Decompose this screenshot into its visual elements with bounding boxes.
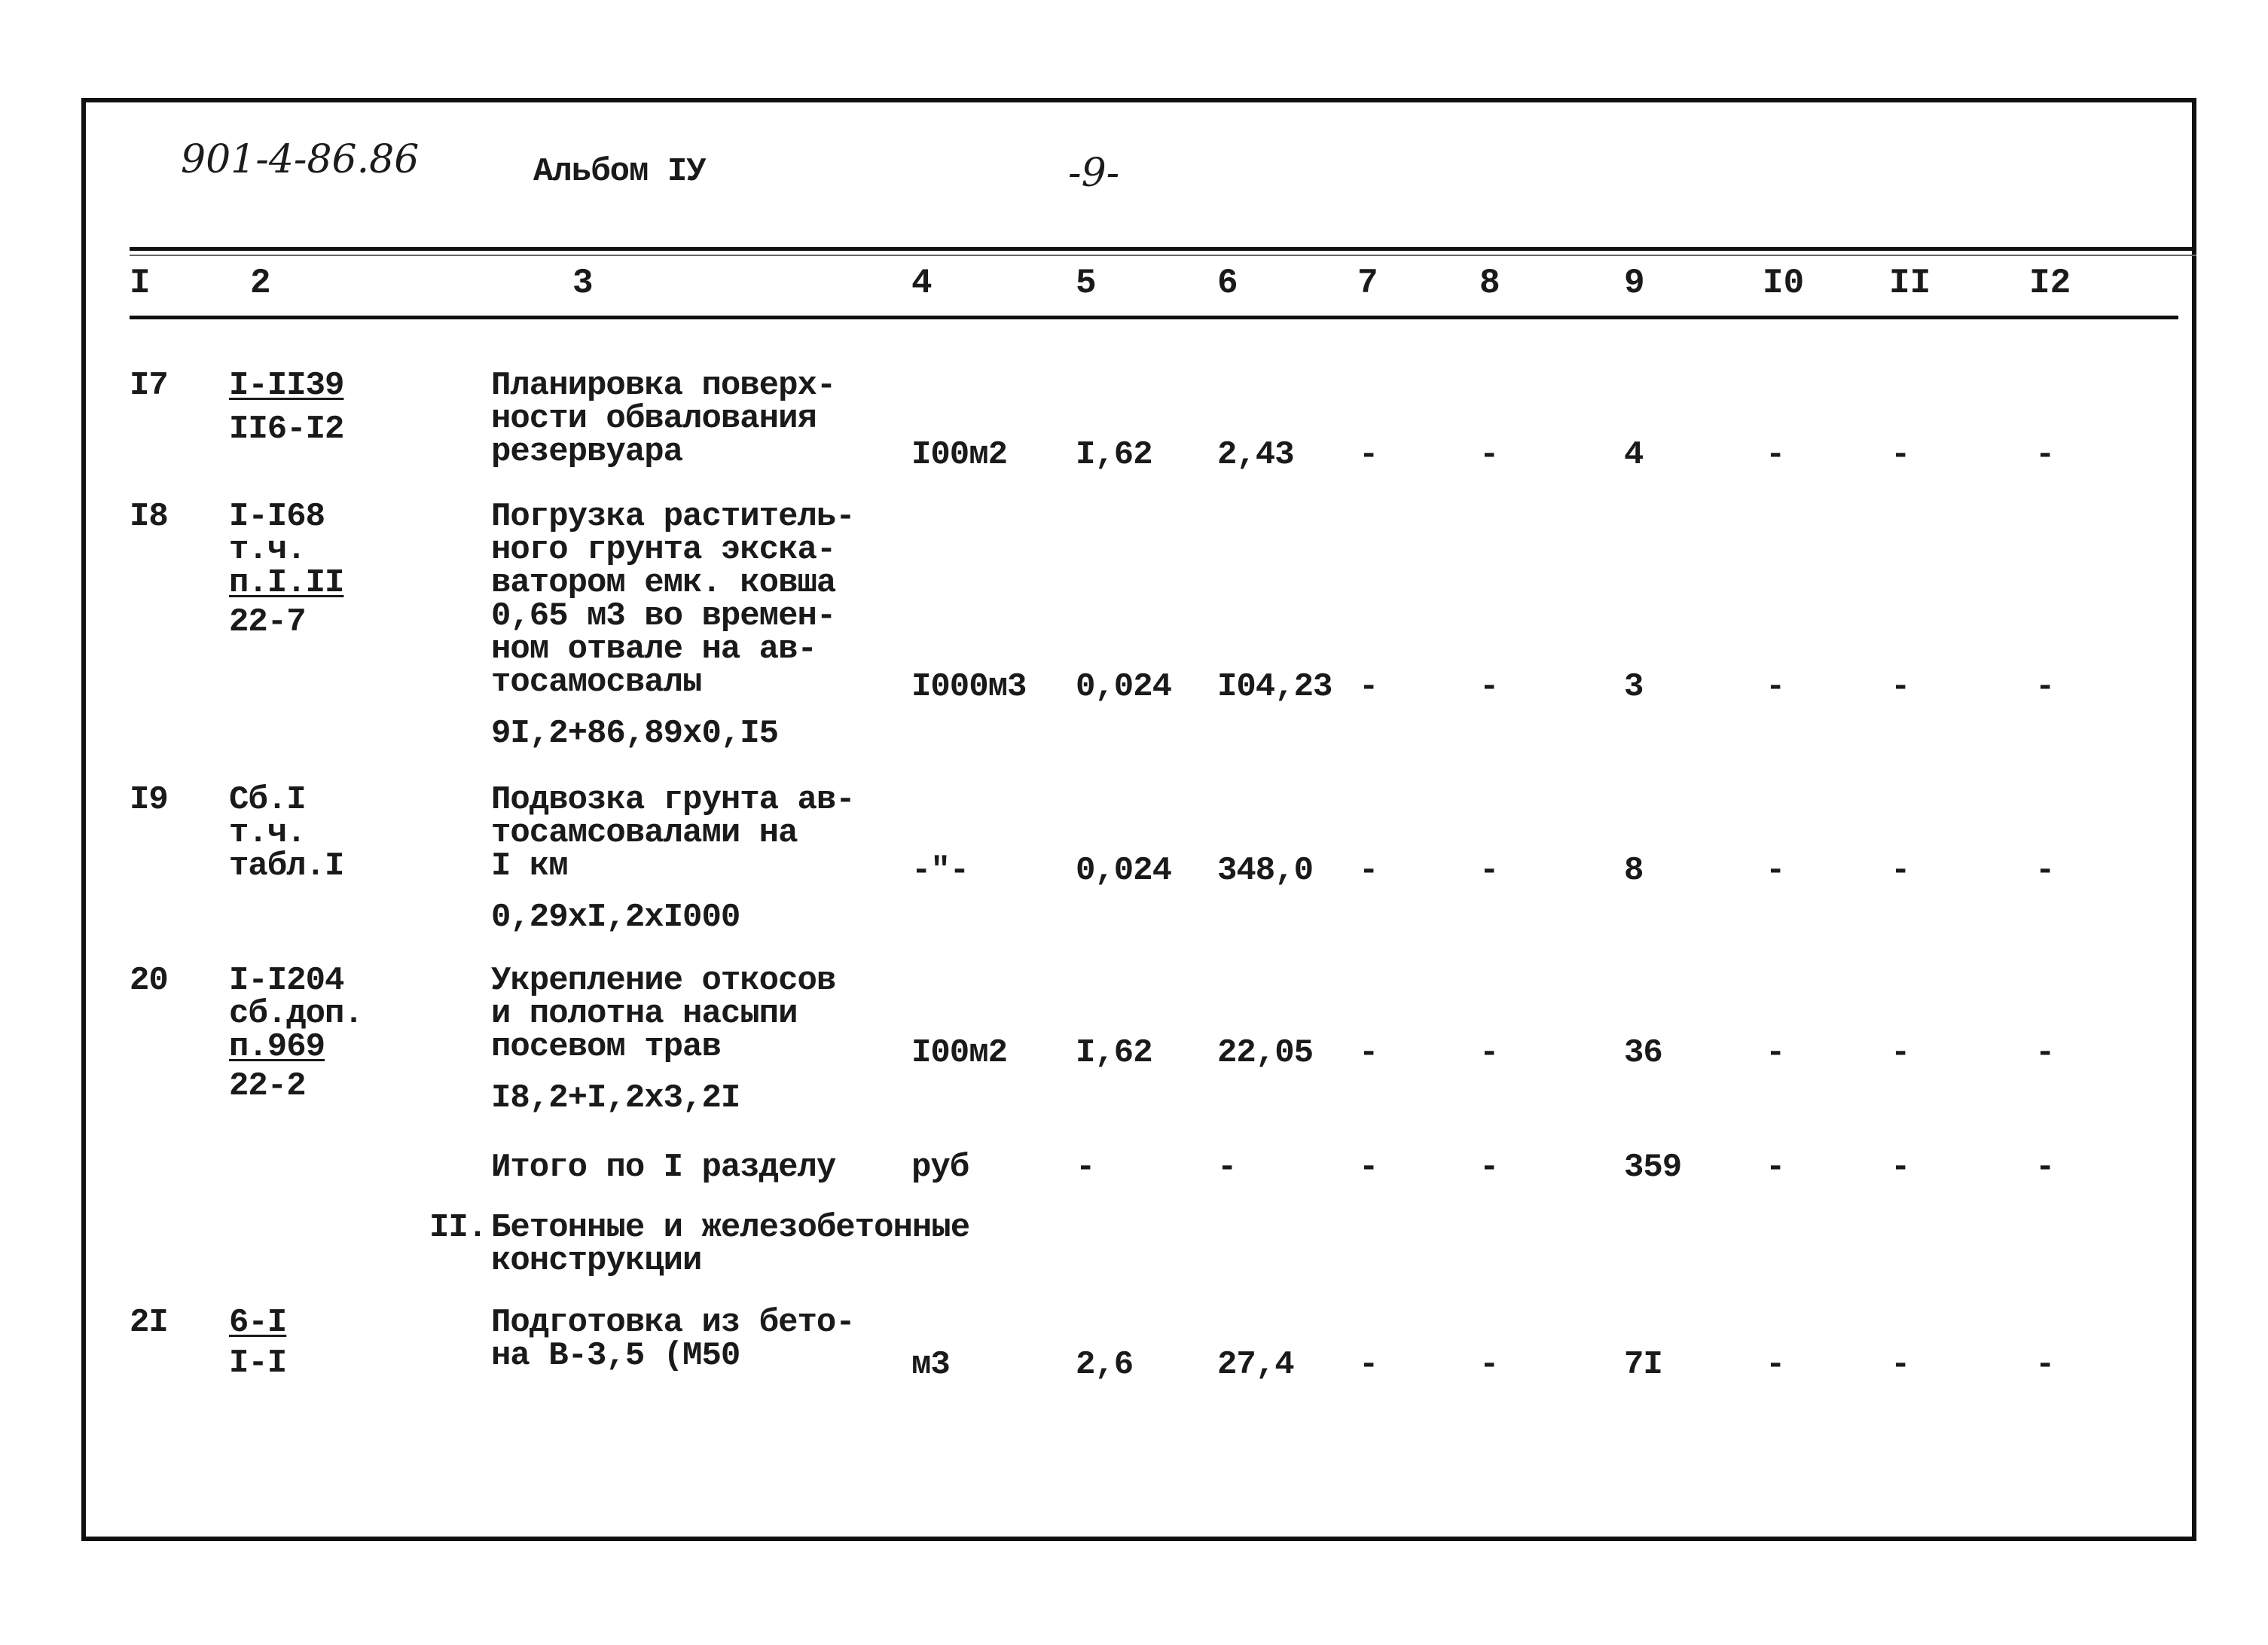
code-line: 6-I [229, 1304, 287, 1341]
desc-line: ном отвале на ав- [491, 630, 817, 668]
row-18-desc [491, 500, 855, 699]
desc-line: резервуара [491, 433, 683, 471]
doc-code: 901-4-86.86 [181, 137, 420, 182]
row-21-num: 2I [130, 1304, 168, 1341]
row-17-c12: - [2035, 436, 2055, 474]
col-header-8: 8 [1479, 264, 1500, 303]
row-21-c10: - [1766, 1346, 1785, 1384]
desc-line: 0,65 м3 во времен- [491, 597, 836, 635]
total-c7: - [1359, 1149, 1378, 1186]
row-21-unit: м3 [911, 1346, 950, 1384]
desc-line: Укрепление откосов [491, 962, 836, 1000]
desc-line: Погрузка раститель- [491, 498, 855, 536]
total-unit: руб [911, 1149, 969, 1186]
row-20-c10: - [1766, 1034, 1785, 1072]
row-19-num: I9 [130, 781, 168, 819]
col-header-2: 2 [250, 264, 271, 303]
desc-line: ватором емк. ковша [491, 564, 836, 602]
code-line: п.969 [229, 1028, 325, 1066]
row-19-c5: 0,024 [1076, 852, 1172, 890]
col-header-6: 6 [1217, 264, 1238, 303]
row-21-c6: 27,4 [1217, 1346, 1294, 1384]
row-20-code [229, 964, 363, 1103]
row-21-c7: - [1359, 1346, 1378, 1384]
row-18-code [229, 500, 343, 639]
desc-line: Подготовка из бето- [491, 1304, 855, 1341]
row-21-c5: 2,6 [1076, 1346, 1134, 1384]
album-label: Альбом IУ [533, 153, 706, 191]
total-c5: - [1076, 1149, 1095, 1186]
row-19-c12: - [2035, 852, 2055, 890]
desc-line: тосамсовалами на [491, 814, 798, 852]
header-bottom-rule [130, 316, 2178, 319]
section-number: II. [429, 1209, 487, 1247]
row-18-c11: - [1891, 668, 1910, 706]
row-17-desc [491, 367, 836, 471]
row-17-code [229, 369, 343, 446]
row-19-c11: - [1891, 852, 1910, 890]
row-19-unit: -"- [911, 852, 969, 890]
desc-line: Планировка поверх- [491, 367, 836, 404]
code-line: сб.доп. [229, 995, 363, 1033]
row-20-desc [491, 964, 835, 1064]
row-20-c11: - [1891, 1034, 1910, 1072]
col-header-11: II [1889, 264, 1931, 303]
total-c12: - [2035, 1149, 2055, 1186]
header-top-rule-2 [130, 255, 2196, 256]
row-19-c9: 8 [1624, 852, 1644, 890]
row-18-unit: I000м3 [911, 668, 1027, 706]
code-line: 22-7 [229, 603, 306, 641]
row-20-c5: I,62 [1076, 1034, 1152, 1072]
row-19-calc: 0,29xI,2xI000 [491, 899, 740, 936]
row-20-c9: 36 [1624, 1034, 1662, 1072]
code-line: I-II39 [229, 367, 344, 404]
col-header-4: 4 [911, 264, 933, 303]
row-19-c6: 348,0 [1217, 852, 1314, 890]
total-c11: - [1891, 1149, 1910, 1186]
row-17-c6: 2,43 [1217, 436, 1294, 474]
row-20-unit: I00м2 [911, 1034, 1008, 1072]
row-19-desc [491, 783, 855, 883]
row-17-c10: - [1766, 436, 1785, 474]
row-19-c10: - [1766, 852, 1785, 890]
desc-line: на В-3,5 (М50 [491, 1337, 740, 1375]
header-top-rule [130, 247, 2196, 251]
code-line: I-I204 [229, 962, 344, 1000]
section-title-line: Бетонные и железобетонные [491, 1209, 970, 1247]
row-18-c8: - [1479, 668, 1499, 706]
row-18-num: I8 [130, 498, 168, 536]
row-21-desc [491, 1304, 855, 1375]
row-20-num: 20 [130, 962, 168, 1000]
row-18-c9: 3 [1624, 668, 1644, 706]
code-line: т.ч. [229, 814, 306, 852]
row-17-c11: - [1891, 436, 1910, 474]
row-18-c5: 0,024 [1076, 668, 1172, 706]
row-19-c7: - [1359, 852, 1378, 890]
code-line: табл.I [229, 847, 344, 885]
code-line: 22-2 [229, 1067, 306, 1105]
total-c6: - [1217, 1149, 1237, 1186]
col-header-3: 3 [572, 264, 594, 303]
desc-line: I км [491, 847, 568, 885]
desc-line: посевом трав [491, 1028, 721, 1066]
row-17-c5: I,62 [1076, 436, 1152, 474]
code-line: п.I.II [229, 564, 344, 602]
code-line: II6-I2 [229, 410, 344, 448]
section-title-line: конструкции [491, 1242, 702, 1280]
col-header-10: I0 [1763, 264, 1805, 303]
total-c9: 359 [1624, 1149, 1682, 1186]
desc-line: тосамосвалы [491, 664, 702, 701]
row-21-c8: - [1479, 1346, 1499, 1384]
row-17-c7: - [1359, 436, 1378, 474]
row-18-c6: I04,23 [1217, 668, 1332, 706]
code-line: I-I [229, 1344, 287, 1382]
row-21-c9: 7I [1624, 1346, 1662, 1384]
row-21-code [229, 1306, 286, 1380]
col-header-9: 9 [1624, 264, 1645, 303]
row-18-c7: - [1359, 668, 1378, 706]
row-18-c10: - [1766, 668, 1785, 706]
row-17-c8: - [1479, 436, 1499, 474]
page-frame [81, 98, 2196, 1541]
col-header-1: I [130, 264, 151, 303]
row-21-c12: - [2035, 1346, 2055, 1384]
desc-line: ности обвалования [491, 400, 817, 438]
row-18-c12: - [2035, 668, 2055, 706]
code-line: I-I68 [229, 498, 325, 536]
total-c10: - [1766, 1149, 1785, 1186]
code-line: т.ч. [229, 531, 306, 569]
page-number: -9- [1068, 151, 1120, 196]
total-label: Итого по I разделу [491, 1149, 836, 1186]
row-17-unit: I00м2 [911, 436, 1008, 474]
total-c8: - [1479, 1149, 1499, 1186]
row-20-calc: I8,2+I,2x3,2I [491, 1079, 740, 1117]
row-19-code [229, 783, 343, 883]
row-20-c12: - [2035, 1034, 2055, 1072]
row-17-num: I7 [130, 367, 168, 404]
col-header-12: I2 [2029, 264, 2071, 303]
row-21-c11: - [1891, 1346, 1910, 1384]
code-line: Сб.I [229, 781, 306, 819]
section-title [491, 1209, 970, 1280]
row-17-c9: 4 [1624, 436, 1644, 474]
col-header-7: 7 [1357, 264, 1378, 303]
desc-line: ного грунта экска- [491, 531, 836, 569]
row-19-c8: - [1479, 852, 1499, 890]
col-header-5: 5 [1076, 264, 1097, 303]
row-20-c8: - [1479, 1034, 1499, 1072]
desc-line: и полотна насыпи [491, 995, 798, 1033]
row-20-c7: - [1359, 1034, 1378, 1072]
row-20-c6: 22,05 [1217, 1034, 1314, 1072]
row-18-calc: 9I,2+86,89x0,I5 [491, 715, 779, 752]
desc-line: Подвозка грунта ав- [491, 781, 855, 819]
